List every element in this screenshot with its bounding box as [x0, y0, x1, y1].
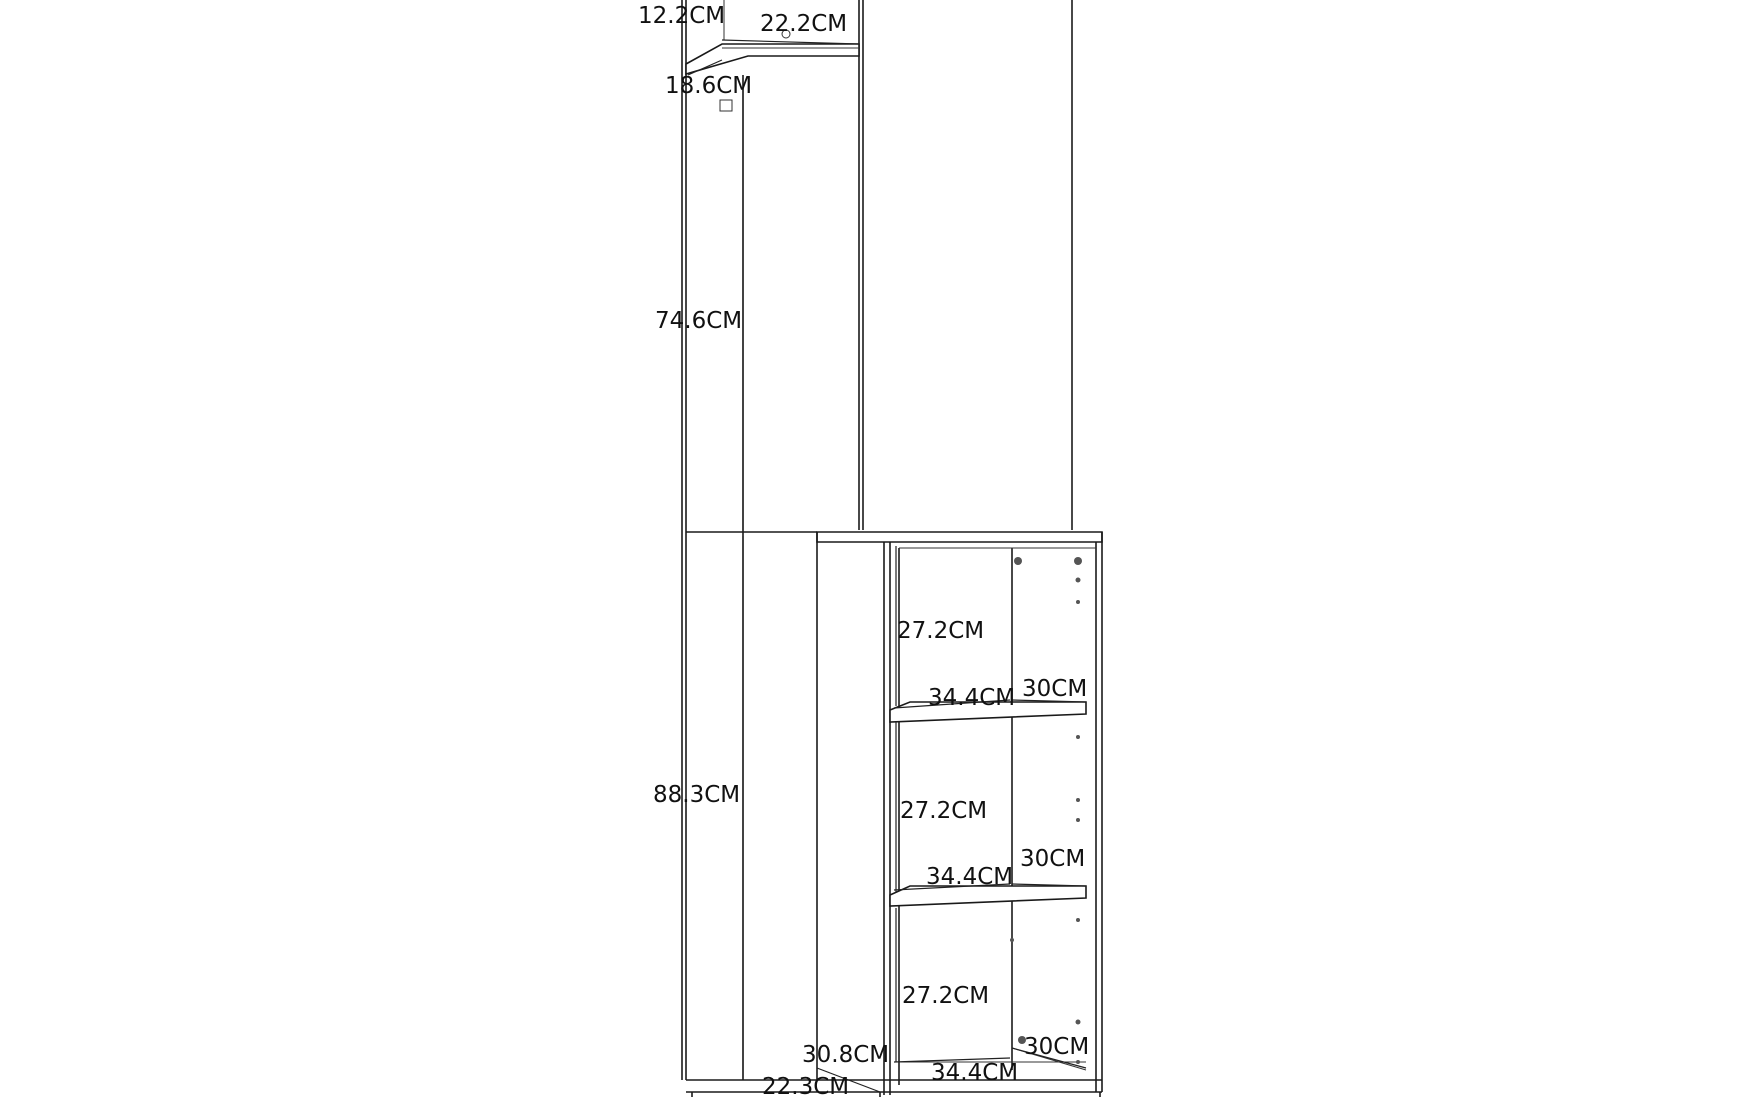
label-cube3-shelf-width: 34.4CM	[931, 1060, 1019, 1086]
label-cube2-shelf-depth: 30CM	[1020, 846, 1086, 872]
label-top-compartment-height: 12.2CM	[638, 3, 726, 29]
lower-cabinet	[686, 532, 1102, 1097]
label-cube1-shelf-width: 34.4CM	[928, 685, 1016, 711]
label-cube3-shelf-depth: 30CM	[1024, 1034, 1090, 1060]
label-cube1-height: 27.2CM	[897, 618, 985, 644]
label-cube3-height: 27.2CM	[902, 983, 990, 1009]
label-top-shelf-depth: 18.6CM	[665, 73, 753, 99]
label-cube2-shelf-width: 34.4CM	[926, 864, 1014, 890]
label-lower-section-height: 88.3CM	[653, 782, 741, 808]
label-top-shelf-width: 22.2CM	[760, 11, 848, 37]
label-cube2-height: 27.2CM	[900, 798, 988, 824]
dimension-lines	[688, 40, 1086, 1092]
label-cube1-shelf-depth: 30CM	[1022, 676, 1088, 702]
label-base-depth: 30.8CM	[802, 1042, 890, 1068]
label-upper-section-height: 74.6CM	[655, 308, 743, 334]
label-base-width: 22.3CM	[762, 1074, 850, 1097]
